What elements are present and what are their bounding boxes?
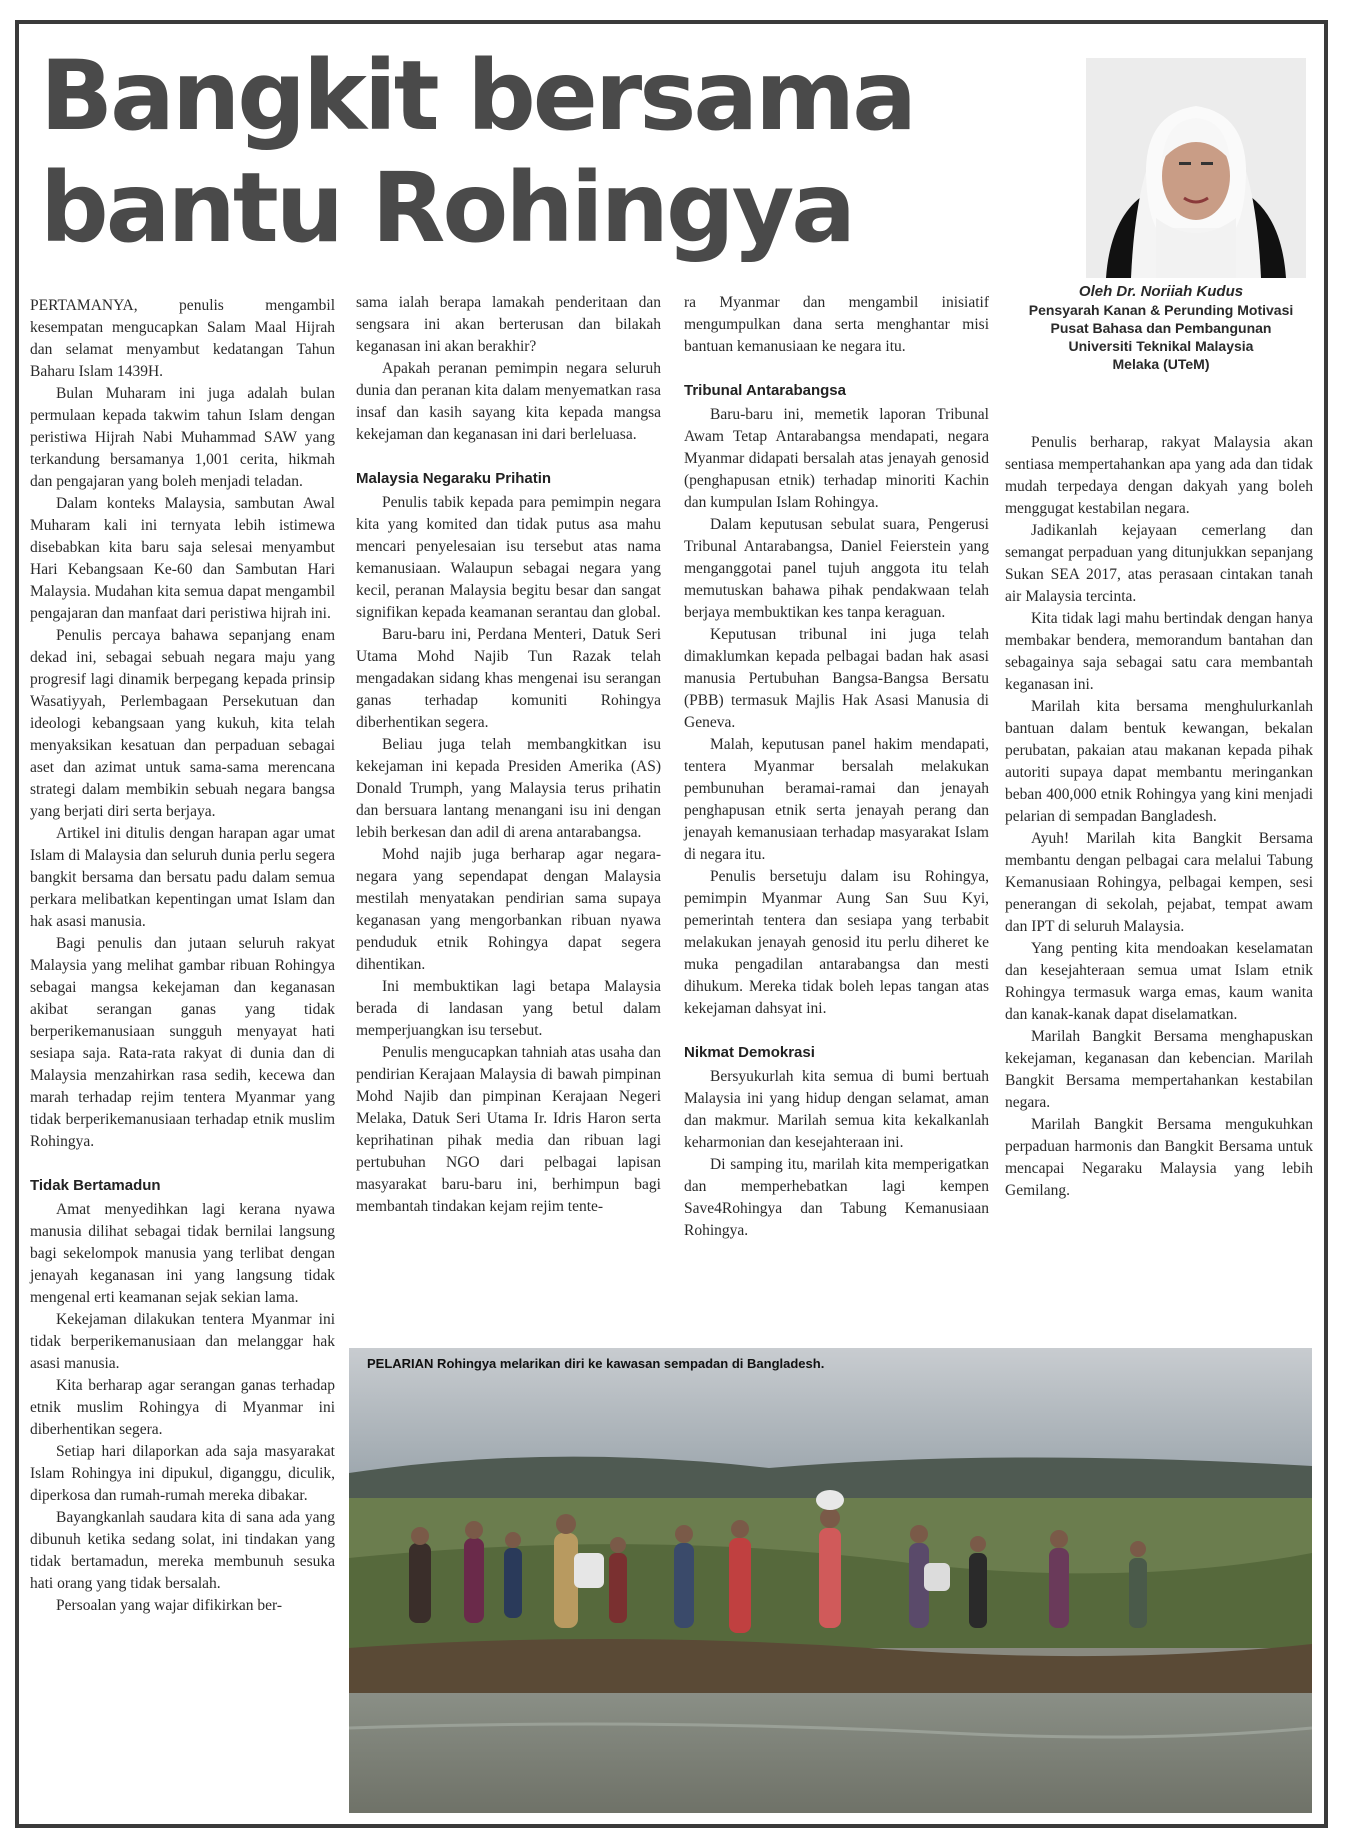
paragraph: Yang penting kita mendoakan keselamatan dan kesejahteraan semua umat Islam etnik Rohingya termasuk warga emas, kaum wanita dan kanak-kanak dapat diselamatkan.	[1005, 940, 1313, 1023]
subheading-nikmat-demokrasi: Nikmat Demokrasi	[684, 1044, 815, 1061]
paragraph: Ayuh! Marilah kita Bangkit Bersama membantu dengan pelbagai cara melalui Tabung Kemanusiaan Rohingya, pelbagai kempen, sesi penerangan di sekolah, pejabat, tempat awam dan IPT di seluruh Malaysia.	[1005, 830, 1313, 935]
paragraph: Jadikanlah kejayaan cemerlang dan semangat perpaduan yang ditunjukkan sepanjang Sukan SEA 2017, atas perasaan cintakan tanah air Malaysia tercinta.	[1005, 522, 1313, 605]
paragraph: Baru-baru ini, Perdana Menteri, Datuk Seri Utama Mohd Najib Tun Razak telah mengadakan sidang khas mengenai isu serangan ganas terhadap komuniti Rohingya diberhentikan segera.	[356, 626, 661, 731]
headline-line-1: Bangkit bersama	[40, 40, 914, 152]
paragraph: ra Myanmar dan mengambil inisiatif mengumpulkan dana serta menghantar misi bantuan kemanusiaan ke negara itu.	[684, 294, 989, 355]
paragraph: Penulis tabik kepada para pemimpin negara kita yang komited dan tidak putus asa mahu mencari penyelesaian isu tersebut atas nama kemanusiaan. Walaupun sebagai negara yang kecil, peranan Malaysia begitu besar dan sangat signifikan kepada keamanan serantau dan global.	[356, 494, 661, 621]
paragraph: Beliau juga telah membangkitkan isu kekejaman ini kepada Presiden Amerika (AS) Donald Trumph, yang Malaysia terus prihatin dan bersuara lantang menangani isu ini dengan lebih berkesan dan adil di arena antarabangsa.	[356, 736, 661, 841]
paragraph: Apakah peranan pemimpin negara seluruh dunia dan peranan kita dalam menyematkan rasa insaf dan kasih sayang kita kepada mangsa kekejaman dan keganasan ini dari berleluasa.	[356, 360, 661, 443]
article-column-3	[684, 292, 989, 1242]
paragraph: Marilah Bangkit Bersama mengukuhkan perpaduan harmonis dan Bangkit Bersama untuk mencapai Negaraku Malaysia yang lebih Gemilang.	[1005, 1116, 1313, 1199]
paragraph: Mohd najib juga berharap agar negara-negara yang sependapat dengan Malaysia mestilah menyatakan pendirian sama supaya keganasan yang mengorbankan ribuan nyawa penduduk etnik Rohingya dapat segera dihentikan.	[356, 846, 661, 973]
paragraph: Bagi penulis dan jutaan seluruh rakyat Malaysia yang melihat gambar ribuan Rohingya sebagai mangsa kekejaman dan keganasan akibat serangan ganas yang tidak berperikemanusiaan sungguh menyayat hati sesiapa saja. Rata-rata rakyat di dunia dan di Malaysia menzahirkan rasa sedih, kecewa dan marah terhadap rejim tentera Myanmar yang tidak berperikemanusiaan terhadap etnik muslim Rohingya.	[30, 935, 335, 1150]
paragraph: Bersyukurlah kita semua di bumi bertuah Malaysia ini yang hidup dengan selamat, aman dan makmur. Marilah semua kita kekalkanlah keharmonian dan kesejahteraan ini.	[684, 1068, 989, 1151]
refugee-photo	[349, 1348, 1312, 1813]
author-byline	[1000, 283, 1322, 373]
author-portrait	[1086, 58, 1306, 278]
paragraph: Kita tidak lagi mahu bertindak dengan hanya membakar bendera, memorandum bantahan dan sebagainya saja sebagai satu cara membantah keganasan ini.	[1005, 610, 1313, 693]
paragraph: Amat menyedihkan lagi kerana nyawa manusia dilihat sebagai tidak bernilai langsung bagi sekelompok manusia yang terlibat dengan jenayah keganasan ini yang langsung tidak mengenal erti keamanan sejak sekian lama.	[30, 1201, 335, 1306]
subheading-tribunal-antarabangsa: Tribunal Antarabangsa	[684, 382, 846, 399]
paragraph: Keputusan tribunal ini juga telah dimaklumkan kepada pelbagai badan hak asasi manusia Pertubuhan Bangsa-Bangsa Bersatu (PBB) termasuk Majlis Hak Asasi Manusia di Geneva.	[684, 626, 989, 731]
author-portrait-graphic	[1086, 58, 1306, 278]
byline-department: Pusat Bahasa dan Pembangunan	[1050, 320, 1272, 336]
paragraph: Kita berharap agar serangan ganas terhadap etnik muslim Rohingya di Myanmar ini diberhentikan segera.	[30, 1377, 335, 1438]
paragraph: Bulan Muharam ini juga adalah bulan permulaan kepada takwim tahun Islam dengan peristiwa Hijrah Nabi Muhammad SAW yang terkandung bersamanya 1,001 cerita, hikmah dan pengajaran yang boleh menjadi teladan.	[30, 385, 335, 490]
byline-university-2: Melaka (UTeM)	[1112, 356, 1210, 372]
paragraph: Persoalan yang wajar difikirkan ber-	[56, 1597, 283, 1614]
paragraph: Bayangkanlah saudara kita di sana ada yang dibunuh ketika sedang solat, ini tindakan yang tidak bertamadun, mereka membunuh sesuka hati orang yang tidak bersalah.	[30, 1509, 335, 1592]
paragraph: PERTAMANYA, penulis mengambil kesempatan mengucapkan Salam Maal Hijrah dan selamat menyambut kedatangan Tahun Baharu Islam 1439H.	[30, 297, 335, 380]
paragraph: Marilah kita bersama menghulurkanlah bantuan dalam bentuk kewangan, bekalan perubatan, pakaian atau makanan kepada pihak autoriti supaya dapat membantu meringankan beban 400,000 etnik Rohingya yang kini menjadi pelarian di sempadan Bangladesh.	[1005, 698, 1313, 825]
paragraph: Baru-baru ini, memetik laporan Tribunal Awam Tetap Antarabangsa mendapati, negara Myanmar didapati bersalah atas jenayah genosid (penghapusan etnik) terhadap minoriti Kachin dan kumpulan Islam Rohingya.	[684, 406, 989, 511]
article-column-2	[356, 292, 661, 1218]
subheading-malaysia-negaraku-prihatin: Malaysia Negaraku Prihatin	[356, 470, 552, 487]
paragraph: Malah, keputusan panel hakim mendapati, tentera Myanmar bersalah melakukan pembunuhan beramai-ramai dan jenayah penghapusan etnik serta jenayah perang dan jenayah kemanusiaan terhadap masyarakat Islam di negara itu.	[684, 736, 989, 863]
paragraph: Kekejaman dilakukan tentera Myanmar ini tidak berperikemanusiaan dan melanggar hak asasi manusia.	[30, 1311, 335, 1372]
subheading-tidak-bertamadun: Tidak Bertamadun	[30, 1177, 161, 1194]
byline-author: Oleh Dr. Noriiah Kudus	[1078, 283, 1244, 300]
paragraph: Marilah Bangkit Bersama menghapuskan kekejaman, keganasan dan kebencian. Marilah Bangkit Bersama mempertahankan kestabilan negara.	[1005, 1028, 1313, 1111]
article-column-1	[30, 295, 335, 1617]
paragraph: Penulis mengucapkan tahniah atas usaha dan pendirian Kerajaan Malaysia di bawah pimpinan Mohd Najib dan pimpinan Kerajaan Negeri Melaka, Datuk Seri Utama Ir. Idris Haron serta keprihatinan pihak media dan ribuan lagi pertubuhan NGO dari pelbagai lapisan masyarakat baru-baru ini, berhimpun bagi membantah tindakan kejam rejim tente-	[356, 1044, 661, 1215]
paragraph: sama ialah berapa lamakah penderitaan dan sengsara ini akan berterusan dan bilakah keganasan ini akan berakhir?	[356, 294, 661, 355]
refugee-photo-graphic	[349, 1348, 1312, 1813]
photo-caption: PELARIAN Rohingya melarikan diri ke kawasan sempadan di Bangladesh.	[367, 1356, 825, 1371]
paragraph: Dalam konteks Malaysia, sambutan Awal Muharam kali ini ternyata lebih istimewa disebabkan kita baru saja selesai menyambut Hari Kebangsaan Ke-60 dan Sambutan Hari Malaysia. Mudahan kita semua dapat mengambil pengajaran dan manfaat dari peristiwa hijrah ini.	[30, 495, 335, 622]
paragraph: Dalam keputusan sebulat suara, Pengerusi Tribunal Antarabangsa, Daniel Feierstein yang menganggotai panel tujuh anggota itu telah memutuskan bahawa pihak pendakwaan telah berjaya membuktikan kes tanpa keraguan.	[684, 516, 989, 621]
paragraph: Artikel ini ditulis dengan harapan agar umat Islam di Malaysia dan seluruh dunia perlu segera bangkit bersama dan bersatu padu dalam semua perkara melibatkan kepentingan umat Islam dan hak asasi manusia.	[30, 825, 335, 930]
byline-role: Pensyarah Kanan & Perunding Motivasi	[1028, 302, 1294, 318]
paragraph: Penulis bersetuju dalam isu Rohingya, pemimpin Myanmar Aung San Suu Kyi, pemerintah tentera dan sesiapa yang terbabit melakukan jenayah genosid itu perlu diheret ke muka pengadilan antarabangsa dan mesti dihukum. Mereka tidak boleh lepas tangan atas kekejaman dahsyat ini.	[684, 868, 989, 1017]
paragraph: Setiap hari dilaporkan ada saja masyarakat Islam Rohingya ini dipukul, diganggu, diculik, diperkosa dan rumah-rumah mereka dibakar.	[30, 1443, 335, 1504]
headline	[40, 40, 1040, 264]
paragraph: Di samping itu, marilah kita memperigatkan dan memperhebatkan lagi kempen Save4Rohingya dan Tabung Kemanusiaan Rohingya.	[684, 1156, 989, 1239]
headline-line-2: bantu Rohingya	[40, 152, 854, 264]
paragraph: Penulis percaya bahawa sepanjang enam dekad ini, sebagai sebuah negara maju yang progresif lagi dinamik berpegang kepada prinsip Wasatiyyah, Perlembagaan Persekutuan dan ideologi kebangsaan yang kukuh, kita telah menyaksikan kesatuan dan perpaduan sebagai aset dan azimat untuk sama-sama merencana strategi dalam membikin sebuah negara bangsa yang berjati diri serta berjaya.	[30, 627, 335, 820]
paragraph: Penulis berharap, rakyat Malaysia akan sentiasa mempertahankan apa yang ada dan tidak mudah terpedaya dengan dakyah yang boleh menggugat kestabilan negara.	[1005, 434, 1313, 517]
byline-university: Universiti Teknikal Malaysia	[1068, 338, 1254, 354]
paragraph: Ini membuktikan lagi betapa Malaysia berada di landasan yang betul dalam memperjuangkan isu tersebut.	[356, 978, 661, 1039]
article-column-4	[1005, 432, 1313, 1202]
